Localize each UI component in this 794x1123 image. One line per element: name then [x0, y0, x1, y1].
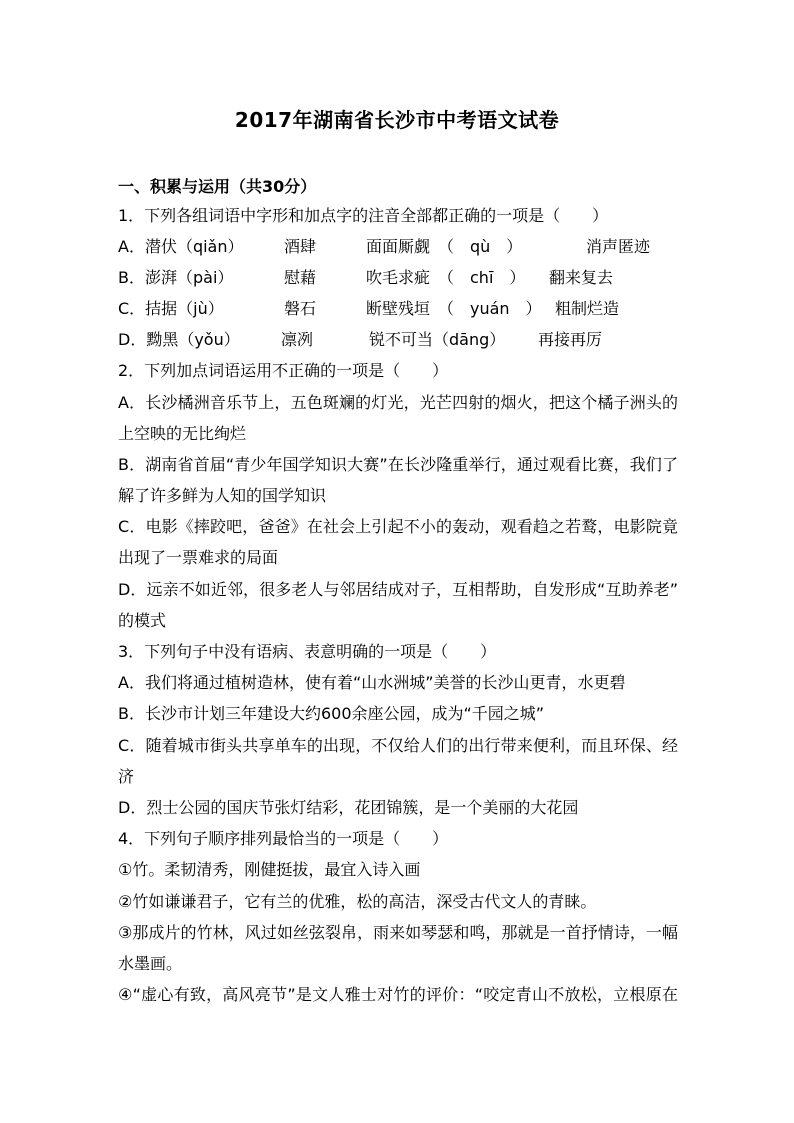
option-c-word-3: 断壁残垣 （ yuán ） — [366, 299, 542, 318]
option-c-word-4: 粗制烂造 — [555, 299, 620, 318]
option-b-word-2: 慰藉 — [284, 268, 317, 287]
option-a-word-2: 酒肆 — [284, 237, 317, 256]
option-a-word-3: 面面厮觑 （ qù ） — [366, 237, 523, 256]
question-2-option-a-line-1: A．长沙橘洲音乐节上，五色斑斓的灯光，光芒四射的烟火，把这个橘子洲头的 — [118, 393, 678, 412]
option-b-word-4: 翻来复去 — [549, 268, 614, 287]
option-c-word-1: C．拮据（jù） — [118, 299, 224, 318]
option-b-word-1: B．澎湃（pài） — [118, 268, 234, 287]
question-4-sentence-4: ④“虚心有致，高风亮节”是文人雅士对竹的评价：“咬定青山不放松，立根原在 — [118, 985, 678, 1004]
section-heading: 一、积累与运用（共30分） — [118, 177, 317, 196]
question-1-stem: 1．下列各组词语中字形和加点字的注音全部都正确的一项是（ ） — [118, 206, 609, 225]
question-3-option-b: B．长沙市计划三年建设大约600余座公园，成为“千园之城” — [118, 704, 545, 723]
question-4-sentence-3-line-1: ③那成片的竹林，风过如丝弦裂帛，雨来如琴瑟和鸣，那就是一首抒情诗，一幅 — [118, 923, 678, 942]
question-3-option-c-line-1: C．随着城市街头共享单车的出现，不仅给人们的出行带来便利，而且环保、经 — [118, 736, 678, 755]
option-b-word-3: 吹毛求疵 （ chī ） — [366, 268, 526, 287]
option-d-word-1: D．黝黑（yǒu） — [118, 330, 240, 349]
page-title: 2017年湖南省长沙市中考语文试卷 — [234, 108, 560, 132]
question-3-stem: 3．下列句子中没有语病、表意明确的一项是（ ） — [118, 642, 497, 661]
question-2-option-c-line-2: 出现了一票难求的局面 — [118, 548, 279, 567]
question-2-stem: 2．下列加点词语运用不正确的一项是（ ） — [118, 361, 449, 380]
option-a-word-4: 消声匿迹 — [586, 237, 651, 256]
option-d-word-4: 再接再厉 — [538, 330, 603, 349]
question-2-option-d-line-1: D．远亲不如近邻，很多老人与邻居结成对子，互相帮助，自发形成“互助养老” — [118, 580, 678, 599]
option-a-word-1: A．潜伏（qiǎn） — [118, 237, 244, 256]
question-2-option-d-line-2: 的模式 — [118, 611, 167, 630]
option-c-word-2: 磐石 — [284, 299, 317, 318]
question-2-option-b-line-2: 解了许多鲜为人知的国学知识 — [118, 486, 327, 505]
option-d-word-3: 锐不可当（dāng） — [369, 330, 506, 349]
question-3-option-d: D．烈士公园的国庆节张灯结彩，花团锦簇，是一个美丽的大花园 — [118, 798, 579, 817]
question-4-sentence-1: ①竹。柔韧清秀，刚健挺拔，最宜入诗入画 — [118, 860, 421, 879]
question-2-option-b-line-1: B．湖南省首届“青少年国学知识大赛”在长沙隆重举行，通过观看比赛，我们了 — [118, 455, 678, 474]
question-2-option-a-line-2: 上空映的无比绚烂 — [118, 424, 247, 443]
question-4-stem: 4．下列句子顺序排列最恰当的一项是（ ） — [118, 829, 449, 848]
question-4-sentence-3-line-2: 水墨画。 — [118, 954, 183, 973]
question-3-option-a: A．我们将通过植树造林，使有着“山水洲城”美誉的长沙山更青，水更碧 — [118, 673, 626, 692]
option-d-word-2: 凛冽 — [281, 330, 314, 349]
question-2-option-c-line-1: C．电影《摔跤吧，爸爸》在社会上引起不小的轰动，观看趋之若鹜，电影院竟 — [118, 517, 678, 536]
question-4-sentence-2: ②竹如谦谦君子，它有兰的优雅，松的高洁，深受古代文人的青睐。 — [118, 892, 597, 911]
question-3-option-c-line-2: 济 — [118, 767, 135, 786]
